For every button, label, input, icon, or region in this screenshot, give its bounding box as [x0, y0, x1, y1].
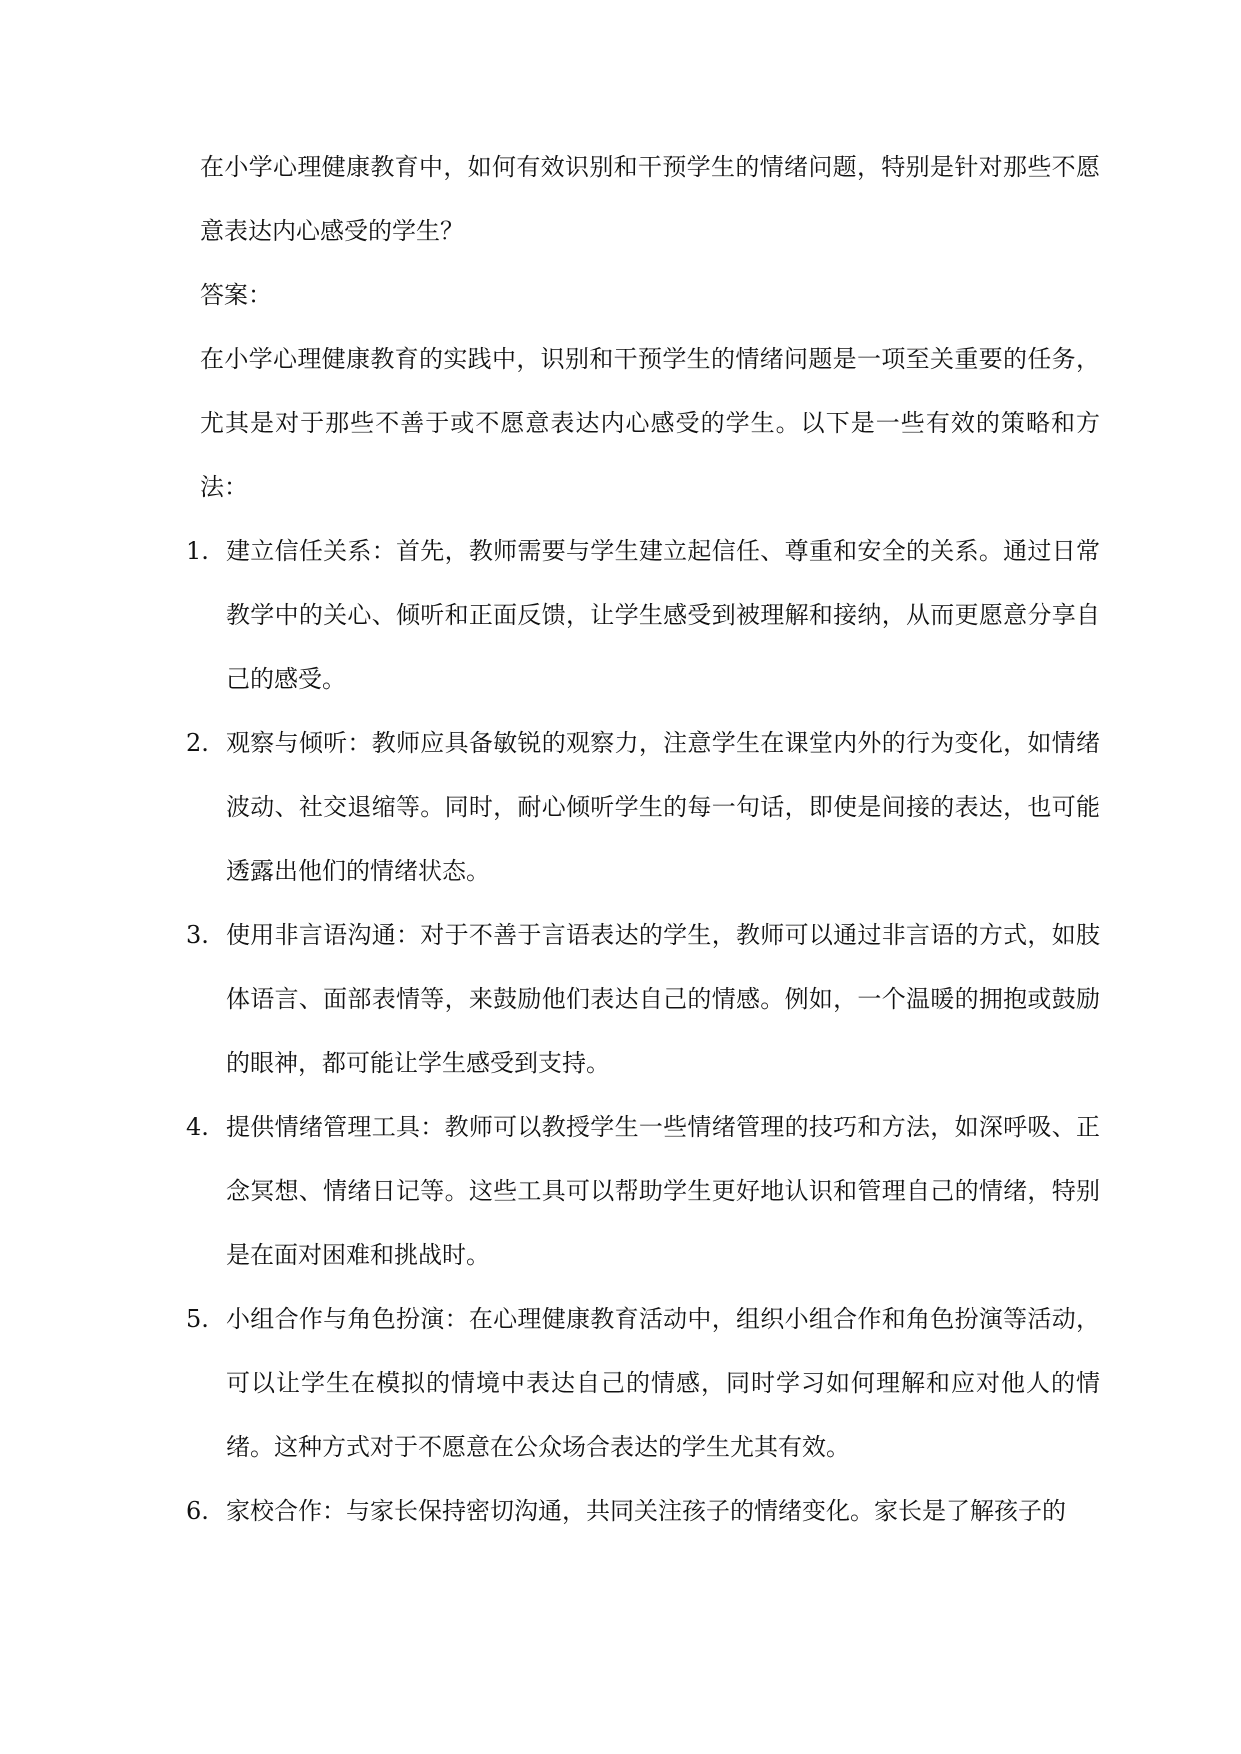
answer-label: 答案： [200, 281, 272, 309]
document-body [186, 135, 1100, 1543]
list-item-text: 提供情绪管理工具：教师可以教授学生一些情绪管理的技巧和方法，如深呼吸、正念冥想、情绪日记等。这些工具可以帮助学生更好地认识和管理自己的情绪，特别是在面对困难和挑战时。 [226, 1113, 1100, 1269]
list-item-text: 建立信任关系：首先，教师需要与学生建立起信任、尊重和安全的关系。通过日常教学中的关心、倾听和正面反馈，让学生感受到被理解和接纳，从而更愿意分享自己的感受。 [226, 537, 1100, 693]
list-item-number: 3. [186, 921, 209, 949]
strategy-list [186, 519, 1100, 1543]
list-item-number: 1. [186, 537, 209, 565]
list-item [186, 1287, 1100, 1479]
list-item-number: 2. [186, 729, 209, 757]
list-item-number: 4. [186, 1113, 209, 1141]
list-item-number: 6. [186, 1497, 209, 1525]
question-text: 在小学心理健康教育中，如何有效识别和干预学生的情绪问题，特别是针对那些不愿意表达内心感受的学生？ [200, 153, 1100, 245]
list-item-text: 观察与倾听：教师应具备敏锐的观察力，注意学生在课堂内外的行为变化，如情绪波动、社交退缩等。同时，耐心倾听学生的每一句话，即使是间接的表达，也可能透露出他们的情绪状态。 [226, 729, 1100, 885]
list-item [186, 519, 1100, 711]
list-item [186, 903, 1100, 1095]
list-item-text: 小组合作与角色扮演：在心理健康教育活动中，组织小组合作和角色扮演等活动，可以让学生在模拟的情境中表达自己的情感，同时学习如何理解和应对他人的情绪。这种方式对于不愿意在公众场合表达的学生尤其有效。 [226, 1305, 1100, 1461]
intro-paragraph: 在小学心理健康教育的实践中，识别和干预学生的情绪问题是一项至关重要的任务，尤其是对于那些不善于或不愿意表达内心感受的学生。以下是一些有效的策略和方法： [200, 345, 1100, 501]
list-item [186, 1479, 1100, 1543]
list-item-text: 使用非言语沟通：对于不善于言语表达的学生，教师可以通过非言语的方式，如肢体语言、面部表情等，来鼓励他们表达自己的情感。例如，一个温暖的拥抱或鼓励的眼神，都可能让学生感受到支持。 [226, 921, 1100, 1077]
list-item [186, 711, 1100, 903]
list-item-text: 家校合作：与家长保持密切沟通，共同关注孩子的情绪变化。家长是了解孩子的 [226, 1497, 1066, 1525]
list-item-number: 5. [186, 1305, 209, 1333]
list-item [186, 1095, 1100, 1287]
